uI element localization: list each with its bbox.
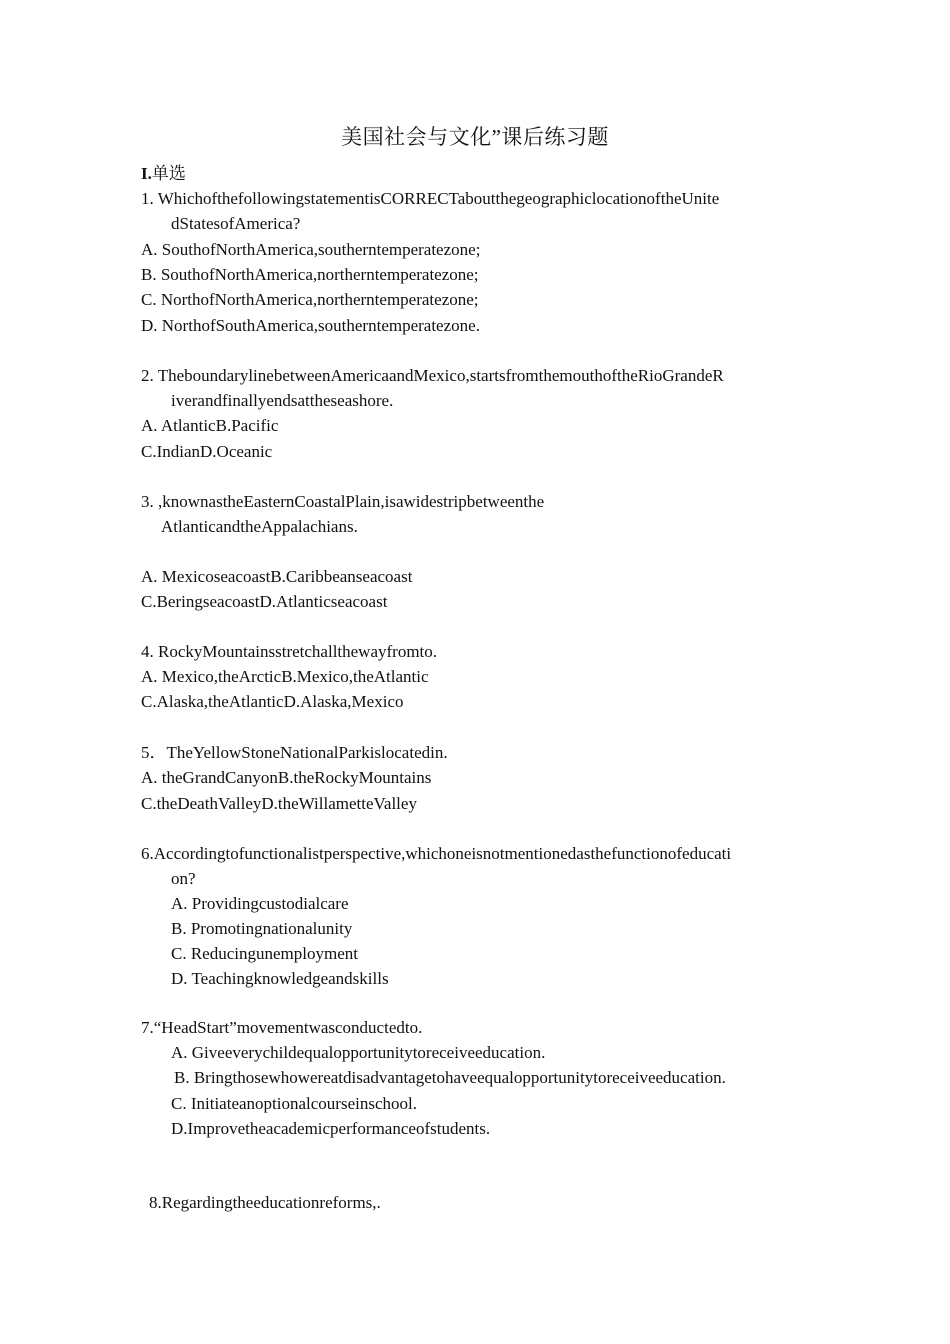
- q7-option-b: B. Bringthosewhowereatdisadvantagetohaveequalopportunitytoreceiveeducation.: [174, 1068, 726, 1087]
- q2-options-ab: A. AtlanticB.Pacific: [141, 416, 279, 435]
- q7-option-d: D.Improvetheacademicperformanceofstudents.: [171, 1119, 491, 1138]
- question-3: 3. ,knownastheEasternCoastalPlain,isawidestripbetweenthe: [141, 492, 545, 511]
- question-2: 2. TheboundarylinebetweenAmericaandMexico,startsfromthemouthoftheRioGrandeR: [141, 366, 724, 385]
- question-6-cont: on?: [171, 869, 196, 888]
- q1-option-a: A. SouthofNorthAmerica,southerntemperatezone;: [141, 240, 481, 259]
- section-label: 单选: [151, 164, 186, 183]
- question-1: 1. WhichofthefollowingstatementisCORRECTaboutthegeographiclocationoftheUnite: [141, 189, 720, 208]
- question-5: 5．TheYellowStoneNationalParkislocatedin.: [141, 743, 448, 762]
- question-3-cont: AtlanticandtheAppalachians.: [161, 517, 358, 536]
- q5-options-cd: C.theDeathValleyD.theWillametteValley: [141, 794, 417, 813]
- question-1-cont: dStatesofAmerica?: [171, 214, 301, 233]
- q6-option-a: A. Providingcustodialcare: [171, 894, 349, 913]
- q6-option-c: C. Reducingunemployment: [171, 944, 358, 963]
- q6-option-d: D. Teachingknowledgeandskills: [171, 969, 389, 988]
- q7-option-c: C. Initiateanoptionalcourseinschool.: [171, 1094, 417, 1113]
- q4-options-cd: C.Alaska,theAtlanticD.Alaska,Mexico: [141, 692, 404, 711]
- section-number: I.: [141, 164, 152, 183]
- question-4: 4. RockyMountainsstretchallthewayfromto.: [141, 642, 438, 661]
- q6-option-b: B. Promotingnationalunity: [171, 919, 353, 938]
- question-2-cont: iverandfinallyendsattheseashore.: [171, 391, 394, 410]
- q4-options-ab: A. Mexico,theArcticB.Mexico,theAtlantic: [141, 667, 429, 686]
- q7-option-a: A. Giveeverychildequalopportunitytoreceiveeducation.: [171, 1043, 546, 1062]
- question-6: 6.Accordingtofunctionalistperspective,whichoneisnotmentionedasthefunctionofeducati: [141, 844, 732, 863]
- q5-options-ab: A. theGrandCanyonB.theRockyMountains: [141, 768, 432, 787]
- question-7: 7.“HeadStart”movementwasconductedto.: [141, 1018, 423, 1037]
- q2-options-cd: C.IndianD.Oceanic: [141, 442, 273, 461]
- question-8: 8.Regardingtheeducationreforms,.: [149, 1193, 381, 1212]
- q1-option-c: C. NorthofNorthAmerica,northerntemperatezone;: [141, 290, 479, 309]
- q3-options-cd: C.BeringseacoastD.Atlanticseacoast: [141, 592, 388, 611]
- section-heading: [141, 161, 186, 186]
- q1-option-b: B. SouthofNorthAmerica,northerntemperatezone;: [141, 265, 479, 284]
- q3-options-ab: A. MexicoseacoastB.Caribbeanseacoast: [141, 567, 413, 586]
- q1-option-d: D. NorthofSouthAmerica,southerntemperatezone.: [141, 316, 480, 335]
- page-title: 美国社会与文化”课后练习题: [341, 125, 609, 149]
